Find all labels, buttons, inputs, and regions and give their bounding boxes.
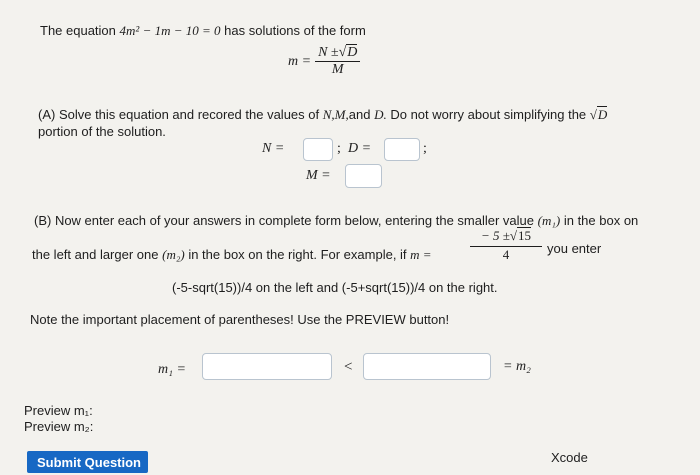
preview-m1: Preview m₁:	[24, 403, 93, 418]
n-input[interactable]	[303, 138, 333, 161]
m1-input[interactable]	[202, 353, 332, 380]
m1-label: m₁ =	[158, 362, 186, 377]
m2-label: = m₂	[503, 359, 531, 374]
example-fraction	[470, 228, 542, 263]
form-lhs: m =	[288, 53, 312, 69]
n-separator: ;	[337, 141, 341, 156]
submit-question-button[interactable]: Submit Question	[27, 451, 148, 473]
n-label: N =	[262, 141, 285, 156]
part-a-text: (A) Solve this equation and recored the values of N,M,and D. Do not worry about simplifying the √D	[38, 107, 608, 122]
intro-equation: 4m² − 1m − 10 = 0	[119, 23, 221, 38]
xcode-link[interactable]: Xcode	[551, 450, 588, 465]
d-separator: ;	[423, 141, 427, 156]
m-input[interactable]	[345, 164, 382, 188]
example-denominator: 4	[502, 247, 510, 262]
less-than-sign: <	[344, 359, 353, 375]
intro-prefix: The equation	[40, 23, 116, 38]
example-answer: (-5-sqrt(15))/4 on the left and (-5+sqrt(15))/4 on the right.	[172, 280, 498, 295]
note-text: Note the important placement of parentheses! Use the PREVIEW button!	[30, 312, 450, 327]
part-a-text-line2: portion of the solution.	[38, 124, 166, 139]
part-b-line2-post: you enter	[547, 241, 602, 256]
preview-m2: Preview m₂:	[24, 419, 94, 434]
m-label: M =	[306, 168, 331, 183]
m2-input[interactable]	[363, 353, 491, 380]
intro-line	[40, 22, 366, 39]
d-label: D =	[348, 141, 372, 156]
form-fraction	[315, 45, 360, 78]
d-input[interactable]	[384, 138, 420, 161]
intro-suffix: has solutions of the form	[224, 23, 366, 38]
part-b-line2-pre: the left and larger one (m₂) in the box on the right. For example, if m =	[32, 247, 432, 262]
part-b-line1: (B) Now enter each of your answers in complete form below, entering the smaller value (m₁) in the box on	[34, 213, 639, 228]
form-denominator: M	[331, 62, 344, 77]
solution-form	[288, 45, 360, 78]
form-numerator: N ±√D	[315, 45, 360, 62]
example-numerator: − 5 ±√15	[470, 228, 542, 247]
